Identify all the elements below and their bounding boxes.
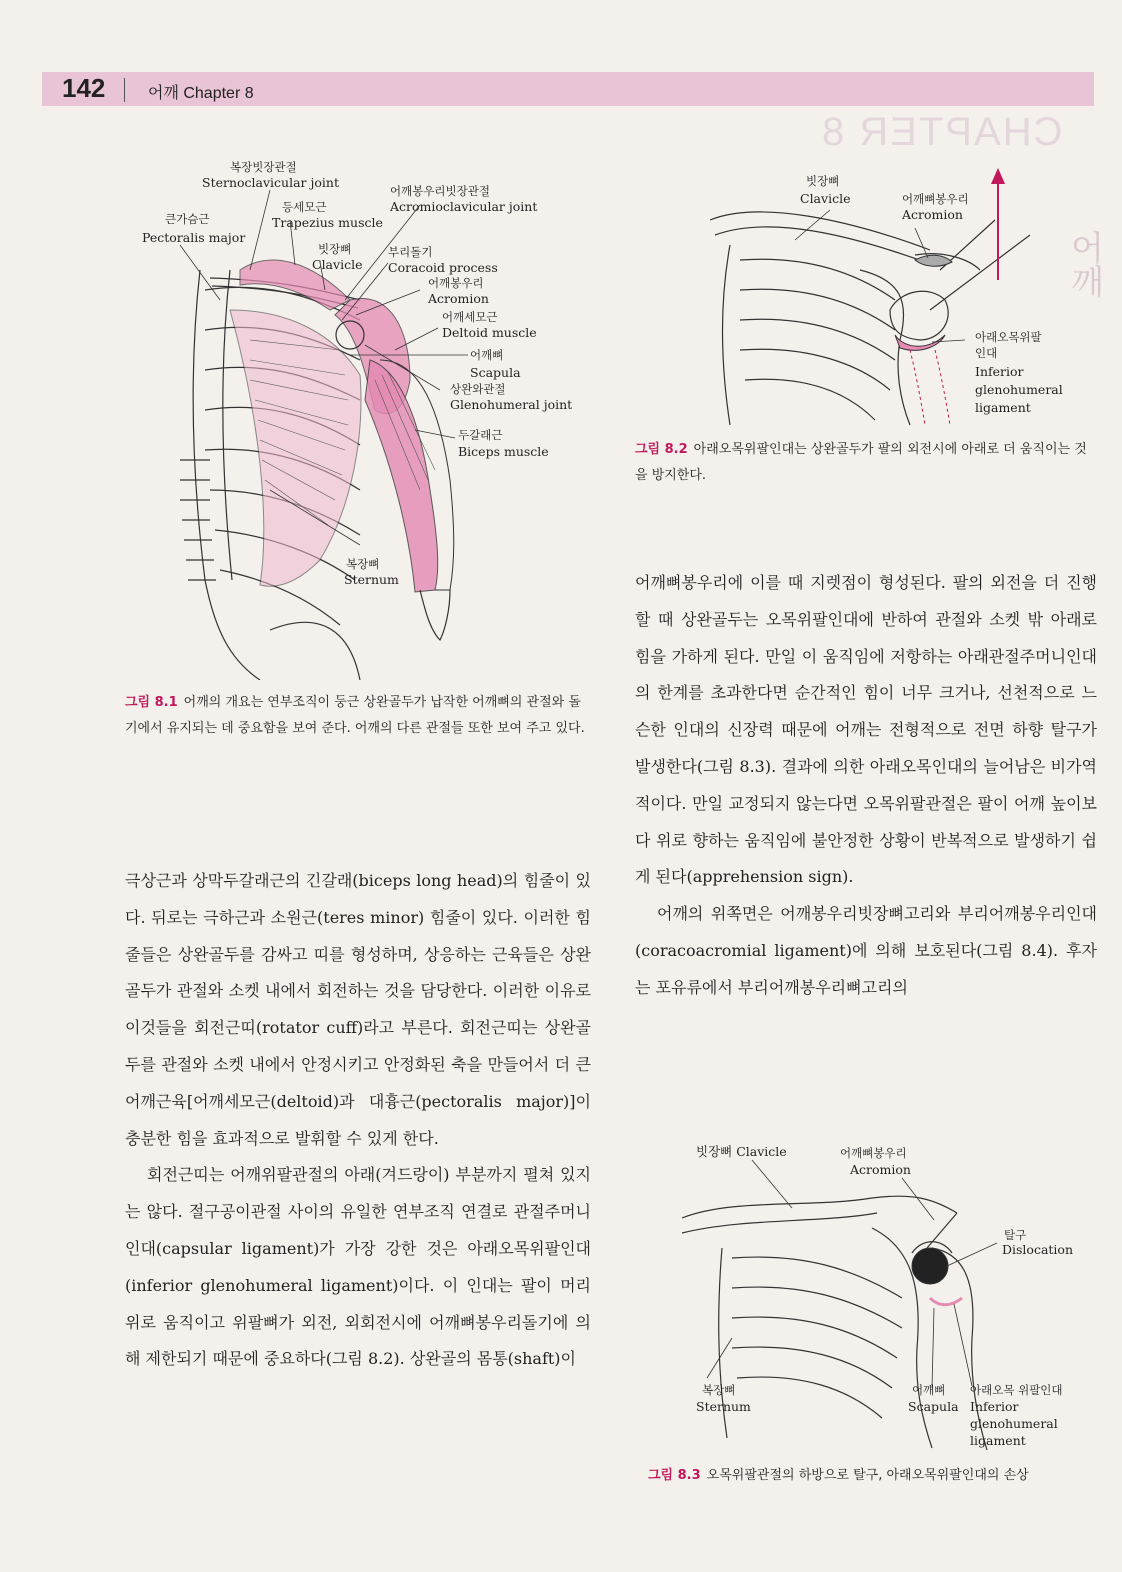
page-number: 142 [62,73,106,103]
label-acromion-ko: 어깨뼈봉우리 [840,1146,907,1160]
label-deltoid-ko: 어깨세모근 [442,310,498,324]
label-sternoclavicular-en: Sternoclavicular joint [202,175,339,190]
label-acromioclavicular-ko: 어깨봉우리빗장관절 [390,184,490,198]
figure-8-2-caption [635,437,1095,489]
label-igl-en-1: Inferior [970,1399,1019,1414]
body-paragraph: 극상근과 상막두갈래근의 긴갈래(biceps long head)의 힘줄이 있다. 뒤로는 극하근과 소원근(teres minor) 힘줄이 있다. 이러한 힘줄들은 상완골두를 감싸고 띠를 형성하며, 상응하는 근육들은 상완골두가 관절와 소켓 내에서 회전하는 것을 담당한다. 이러한 이유로 이것들을 회전근띠(rotator cuff)라고 부른다. 회전근띠는 상완골두를 관절와 소켓 내에서 안정시키고 안정화된 축을 만들어서 더 큰 어깨근육[어깨세모근(deltoid)과 대흉근(pectoralis major)]이 충분한 힘을 효과적으로 발휘할 수 있게 한다. [125,871,591,1148]
label-trapezius-ko: 등세모근 [282,200,327,214]
figure-8-2 [700,160,1095,430]
body-left-column [125,863,591,1378]
label-clavicle: 빗장뼈 Clavicle [696,1144,787,1159]
label-sternoclavicular-ko: 복장빗장관절 [230,160,297,174]
label-acromioclavicular-en: Acromioclavicular joint [390,199,538,214]
label-acromion-en: Acromion [428,291,489,306]
label-sternum-en: Sternum [696,1399,751,1414]
label-coracoid-ko: 부리돌기 [388,245,433,259]
caption-text: 오목위팔관절의 하방으로 탈구, 아래오목위팔인대의 손상 [706,1468,1029,1483]
label-acromion-en: Acromion [850,1162,911,1177]
caption-text: 아래오목위팔인대는 상완골두가 팔의 외전시에 아래로 더 움직이는 것을 방지한다. [635,442,1087,483]
label-dislocation-ko: 탈구 [1004,1228,1027,1242]
label-pectoralis-ko: 큰가슴근 [165,212,210,226]
body-right-column [635,565,1097,1007]
label-igl-en-2: glenohumeral [975,382,1063,397]
figure-number: 그림 8.1 [125,695,178,710]
label-sternum-en: Sternum [344,572,399,587]
body-paragraph: 회전근띠는 어깨위팔관절의 아래(겨드랑이) 부분까지 펼쳐 있지는 않다. 절구공이관절 사이의 유일한 연부조직 연결로 관절주머니인대(capsular ligament)가 가장 강한 것은 아래오목위팔인대(inferior glenohumeral ligament)이다. 이 인대는 팔이 머리 위로 움직이고 위팔뼈가 외전, 외회전시에 어깨뼈봉우리돌기에 의해 제한되기 때문에 중요하다(그림 8.2). 상완골의 몸통(shaft)이 [125,1165,591,1369]
running-header: 어깨 Chapter 8 [148,85,254,102]
label-biceps-ko: 두갈래근 [458,428,503,442]
label-coracoid-en: Coracoid process [388,260,498,275]
side-ghost-text: 어깨 [1065,230,1103,298]
figure-8-1-caption [125,690,590,742]
label-acromion-ko: 어깨뼈봉우리 [902,192,969,206]
label-clavicle-en: Clavicle [312,257,363,272]
figure-8-1 [120,160,590,680]
label-clavicle-ko: 빗장뼈 [318,242,352,256]
label-trapezius-en: Trapezius muscle [272,215,383,230]
label-clavicle-en: Clavicle [800,191,851,206]
figure-8-3 [672,1138,1092,1458]
label-acromion-ko: 어깨봉우리 [428,276,484,290]
header-divider [124,78,125,102]
label-igl-ko-1: 아래오목위팔 [975,330,1042,344]
label-igl-ko: 아래오목 위팔인대 [970,1383,1063,1397]
body-paragraph: 어깨뼈봉우리에 이를 때 지렛점이 형성된다. 팔의 외전을 더 진행할 때 상완골두는 오목위팔인대에 반하여 관절와 소켓 밖 아래로 힘을 가하게 된다. 만일 이 움직임에 저항하는 아래관절주머니인대의 한계를 초과한다면 순간적인 힘이 너무 크거나, 선천적으로 느슨한 인대의 신장력 때문에 어깨는 전형적으로 전면 하향 탈구가 발생한다(그림 8.3). 결과에 의한 아래오목인대의 늘어남은 비가역적이다. 만일 교정되지 않는다면 오목위팔관절은 팔이 어깨 높이보다 위로 향하는 움직임에 불안정한 상황이 반복적으로 발생하기 쉽게 된다(apprehension sign). [635,573,1097,887]
label-scapula-en: Scapula [908,1399,959,1414]
label-biceps-en: Biceps muscle [458,444,549,459]
label-deltoid-en: Deltoid muscle [442,325,537,340]
label-glenohumeral-en: Glenohumeral joint [450,397,573,412]
label-igl-en-1: Inferior [975,364,1024,379]
label-igl-ko-2: 인대 [975,346,998,360]
label-igl-en-3: ligament [975,400,1031,415]
figure-8-3-caption [648,1463,1093,1489]
label-glenohumeral-ko: 상완와관절 [450,382,506,396]
label-scapula-ko: 어깨뼈 [912,1383,946,1397]
label-dislocation-en: Dislocation [1002,1242,1074,1257]
caption-text: 어깨의 개요는 연부조직이 둥근 상완골두가 납작한 어깨뼈의 관절와 돌기에서 유지되는 데 중요함을 보여 준다. 어깨의 다른 관절들 또한 보여 주고 있다. [125,695,585,736]
figure-number: 그림 8.2 [635,442,688,457]
label-sternum-ko: 복장뼈 [346,557,380,571]
figure-number: 그림 8.3 [648,1468,701,1483]
label-igl-en-3: ligament [970,1433,1026,1448]
label-pectoralis-en: Pectoralis major [142,230,246,245]
label-scapula-ko: 어깨뼈 [470,348,504,362]
chapter-ghost-text: CHAPTER 8 [820,110,1063,154]
label-clavicle-ko: 빗장뼈 [806,174,840,188]
label-sternum-ko: 복장뼈 [702,1383,736,1397]
label-igl-en-2: glenohumeral [970,1416,1058,1431]
label-scapula-en: Scapula [470,365,521,380]
label-acromion-en: Acromion [902,207,963,222]
body-paragraph: 어깨의 위쪽면은 어깨봉우리빗장뼈고리와 부리어깨봉우리인대(coracoacromial ligament)에 의해 보호된다(그림 8.4). 후자는 포유류에서 부리어깨봉우리뼈고리의 [635,904,1097,997]
